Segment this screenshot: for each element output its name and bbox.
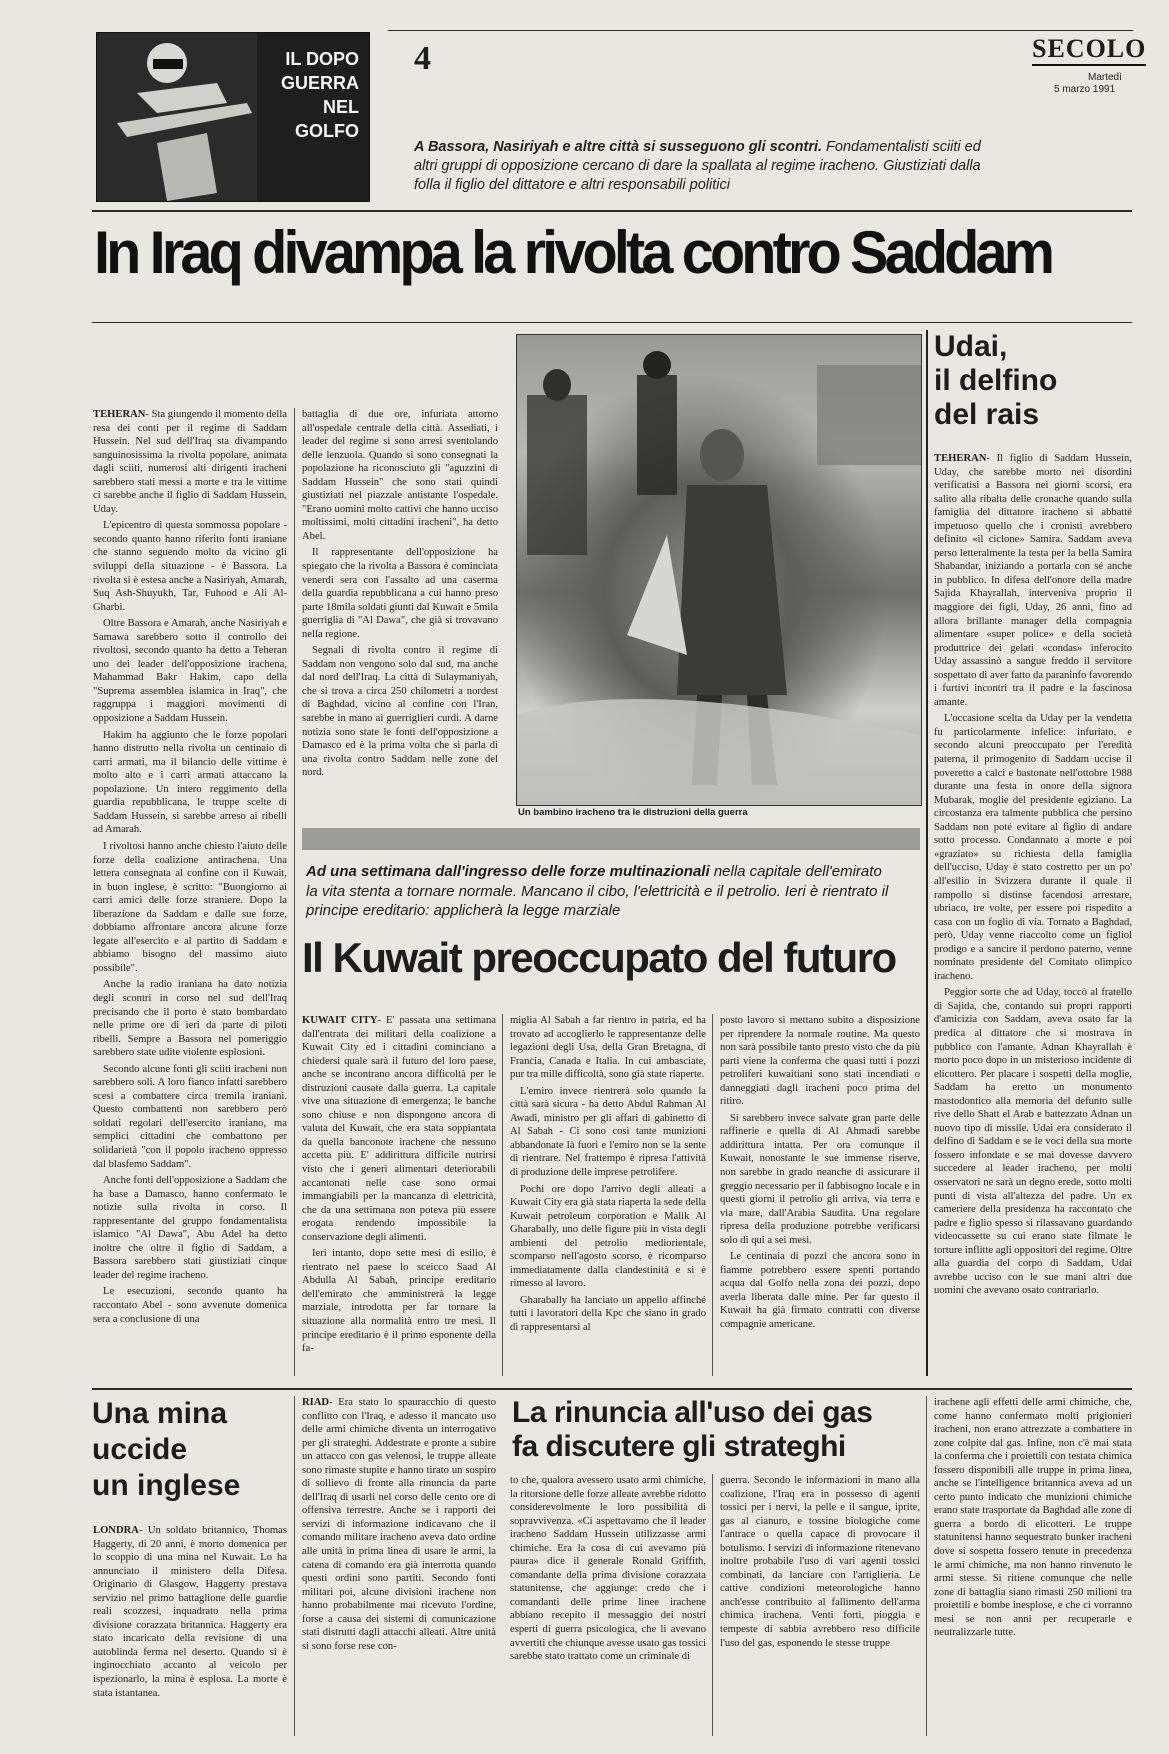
main-col1-p3: Hakim ha aggiunto che le forze popolari hanno distrutto nella rivolta un centinaio di carri armati, ma il bilancio delle vittime è molto alto e i carri armati attaccano la popolazione. Un intero reggimento della guardia repubblicana, le truppe scelte di Saddam Hussein, si sarebbe arreso ai ribelli ad Amarah. <box>93 729 287 836</box>
kuwait-col1-p0: - E' passata una settimana dall'entrata dei militari della coalizione a Kuwait City ed i cittadini cominciano a chiedersi quale sarà il futuro del loro paese, anche se incontrano ancora difficoltà per le distruzioni causate dalla guerra. La capitale vive una situazione di emergenza; le banche sono chiuse e non dispongono ancora di valuta del Kuwait, che era stata soppiantata da quella banconote irachene che nessuno accetta più. E' addirittura difficile nutrirsi visto che i generi alimentari deteriorabili accantonati nelle case sono ormai immangiabili per la mancanza di elettricità, che da una settimana non poteva più essere erogata rendendo impossibile la conservazione degli alimenti. <box>302 1015 496 1243</box>
udai-headline <box>934 330 1057 432</box>
main-col2-p1: Il rappresentante dell'opposizione ha spiegato che la rivolta a Bassora è cominciata venerdì sera con l'assalto ad una caserma della guardia repubblicana a cui hanno preso parte 18mila soldati giunti dal Kuwait e 5mila guerriglia di "Al Dawa", che già si trovavano nella regione. <box>302 547 498 640</box>
gas-col2-text: to che, qualora avessero usato armi chimiche, la ritorsione delle forze alleate avrebbe ridotto considerevolmente le loro possibilità di sopravvivenza. «Ci aspettavamo che il leader iracheno Saddam Hussein utilizzasse armi chimiche. Era la cosa di cui avevamo più paura» dice il generale Ronald Griffith, comandante della prima divisione corazzata statunitense, che aggiunge: credo che i comandanti delle prime linee irachene abbiano recepito il messaggio dei nostri esperti di guerra psicologica, che li avevano avvertiti che chiunque avesse usato gas tossici sarebbe stato trattato come un criminale di <box>510 1475 706 1663</box>
main-col1-p1: L'epicentro di questa sommossa popolare - secondo quanto hanno riferito fonti iraniane che stanno seguendo molto da vicino gli sviluppi della situazione - è Bassora. La rivolta si è estesa anche a Nasiriyah, Amarah, Suq Ash-Shuyukh, Tar, Fuhood e Ali Al-Gharbi. <box>93 520 287 613</box>
kuwait-col3-p2: Le centinaia di pozzi che ancora sono in fiamme potrebbero essere spenti portando acqua dal Golfo nella zona dei pozzi, dopo averla liberata dalle mine. Per far questo il Kuwait ha già firmato contratti con diverse compagnie americane. <box>720 1251 920 1331</box>
section-title-line3: GOLFO <box>295 121 359 141</box>
udai-headline-line2: il delfino <box>934 364 1058 397</box>
war-photo <box>516 334 922 806</box>
kuwait-dateline: KUWAIT CITY <box>302 1015 378 1026</box>
main-dateline: TEHERAN <box>93 409 146 420</box>
date: 5 marzo 1991 <box>1054 84 1116 95</box>
kuwait-col-3 <box>720 1014 920 1376</box>
main-col1-p5: Anche la radio iraniana ha dato notizia degli scontri in corso nel sud dell'Iraq precisando che il porto è stato bombardato nelle prime ore di ieri da parte di piloti ribelli. Sempre a Bassora nel pomeriggio sarebbero state udite violente esplosioni. <box>93 979 287 1059</box>
main-col1-p0: - Sta giungendo il momento della resa dei conti per il regime di Saddam Hussein. Nel sud dell'Iraq sta divampando sanguinosissima la rivolta popolare, animata dagli sciiti, numerosi alti dirigenti iracheni sarebbero stati messi a morte e tra le vittime ci sarebbe anche il figlio di Saddam Hussein, Uday. <box>93 409 287 515</box>
udai-p1: L'occasione scelta da Uday per la vendetta fu particolarmente infelice: infuriato, e secondo alcuni preoccupato per l'eredità paterna, il primogenito di Saddam uccise il poveretto a calci e bastonate nell'ottobre 1988 durante una festa in onore della signora Mubarak, moglie del presidente egiziano. La circostanza era talmente pubblica che persino Saddam non poté evitare al figlio di andare sotto processo. Condannato a morte e poi «graziato» su richiesta della famiglia dell'ucciso, Uday è stato costretto per un po' all'esilio in Svizzera durante il quale il rampollo si distinse facendosi arrestare, ubriaco, tre volte, per essere poi rispedito a casa con un foglio di via. Tornato a Baghdad, però, Uday venne riaccolto come un figliol prodigo e a sancire il perdono paterno, venne nominato presidente del Comitato olimpico iracheno. <box>934 713 1132 982</box>
kuwait-col3-p0: posto lavoro si mettano subito a disposizione per riprendere la normale routine. Ma questo non sarà possibile tanto presto visto che da più parti viene la conferma che quasi tutti i pozzi petroliferi kuwaitiani sono stati incendiati o danneggiati dagli iracheni poco prima del ritiro. <box>720 1015 920 1108</box>
col-divider <box>294 408 295 1376</box>
gas-col4-text: irachene agli effetti delle armi chimiche, che, come hanno confermato molti prigionieri iracheni, non erano attrezzate a combattere in zone colpite dal gas. Infine, non c'è mai stata la conferma che i proiettili con testata chimica fossero disponibili alle truppe in prima linea, anche se l'intelligence britannica aveva ad un certo punto indicato che munizioni chimiche erano state trasportate da Baghdad alle zone di guerra a bordo di elicotteri. Le truppe statunitensi hanno sequestrato bunker iracheni dove si sospetta fossero tenute in precedenza le armi chimiche, ma non hanno rinvenuto le armi stesse. Si ritiene comunque che nelle zone di battaglia siano rimasti 250 milioni tra proiettili e bombe inesplose, e che ci vorranno mesi se non anni per recuperarle e neutralizzarle tutte. <box>934 1397 1132 1639</box>
gas-col-4 <box>934 1396 1132 1736</box>
main-col1-p6: Secondo alcune fonti gli sciiti iracheni non sarebbero soli. A loro fianco infatti sarebbero scesi a combattere circa tremila iraniani. Questo combattenti non sarebbero però soldati regolari dell'esercito iraniano, ma semplici cittadini che combattono per solidarietà "con il popolo iracheno oppresso dal blasfemo Saddam". <box>93 1063 287 1170</box>
masthead-rule <box>388 30 1133 31</box>
main-col-1 <box>93 408 287 1376</box>
main-col2-p0: battaglia di due ore, infuriata attorno all'ospedale centrale della città. Assediati, i leader del regime si sono arresi sventolando delle lenzuola. Quando si sono consegnati la popolazione ha riconosciuto gli "aguzzini di Saddam Hussein" che sono stati quindi giustiziati nel piazzale antistante l'ospedale. "Erano uomini molto cattivi che hanno ucciso moltissimi, molti cittadini iracheni", ha detto Abel. <box>302 409 498 542</box>
mina-headline <box>92 1396 240 1504</box>
main-col1-p8: Le esecuzioni, secondo quanto ha raccontato Abel - sono avvenute domenica sera a conclusione di una <box>93 1286 287 1325</box>
main-kicker <box>414 138 1004 195</box>
photo-figures-icon <box>517 335 921 805</box>
section-logo-box <box>96 32 370 202</box>
kuwait-col2-p2: Pochi ore dopo l'arrivo degli alleati a Kuwait City era già stata riaperta la sede della Kuwait petroleum corporation e Malik Al Gharabally, uno delle figure più in vista degli ambienti del petrolio mediorientale, scomparso nell'agosto scorso, è ricomparso immediatamente dalla clandestinità e si è rimesso al lavoro. <box>510 1183 706 1290</box>
kuwait-col1-p1: Ieri intanto, dopo sette mesi di esilio, è rientrato nel paese lo sceicco Saad Al Abdulla Al Sabah, principe ereditario dell'emirato che amministrerà la legge marziale, introdotta per far tornare la situazione alla normalità entro tre mesi. Il principe ereditario è il primo esponente della fa- <box>302 1248 496 1355</box>
kuwait-col-2 <box>510 1014 706 1376</box>
shaded-band <box>302 828 920 850</box>
gas-col3-text: guerra. Secondo le informazioni in mano alla coalizione, l'Iraq era in possesso di agenti tossici per i nervi, la pelle e il sangue, iprite, gas al cianuro, e tossine biologiche come l'antrace o quella capace di provocare il botulismo. I servizi di informazione ritenevano inoltre probabile l'uso di vari agenti tossici combinati, da lanciare con l'artiglieria. Le cattive condizioni meteorologiche hanno anch'esse contribuito al fallimento dell'arma chimica irachena. Venti forti, pioggia e tempeste di sabbia avrebbero reso difficile l'uso del gas, esponendo le stesse truppe <box>720 1475 920 1649</box>
headline-top-rule <box>92 210 1132 212</box>
kuwait-headline: Il Kuwait preoccupato del futuro <box>302 934 896 981</box>
mina-headline-line1: Una mina <box>92 1397 228 1430</box>
gas-col-3 <box>720 1474 920 1736</box>
udai-headline-line1: Udai, <box>934 330 1008 363</box>
main-kicker-bold: A Bassora, Nasiriyah e altre città si susseguono gli scontri. <box>414 139 823 155</box>
main-col1-p7: Anche fonti dell'opposizione a Saddam che ha base a Damasco, hanno confermato le notizie sulla rivolta in corso. Il rappresentante del gruppo fondamentalista islamico "Al Dawa", Abu Adel ha detto inoltre che oltre il figlio di Saddam, a Bassora sarebbero stati giustiziati cinque leader del regime iracheno. <box>93 1175 287 1281</box>
kuwait-col2-p1: L'emiro invece rientrerà solo quando la città sarà sicura - ha detto Abdul Rahman Al Awadi, ministro per gli affari di gabinetto di Al Sabah - Ci sono così tante munizioni abbandonate là fuori e l'emiro non se la sente di rientrare. Nel frattempo è ripresa l'attività di produzione delle imprese petrolifere. <box>510 1085 706 1179</box>
gas-headline-line2: fa discutere gli strateghi <box>512 1430 846 1463</box>
section-title-line1: IL DOPO GUERRA <box>280 49 359 93</box>
main-col1-p2: Oltre Bassora e Amarah, anche Nasiriyah e Samawa sarebbero sotto il controllo dei rivoltosi, secondo quanto ha detto a Teheran uno dei leader dell'opposizione irachena, Mahammad Bakr Hakim, capo della "Suprema assemblea islamica in Iraq", che raggruppa i maggiori movimenti di opposizione a Saddam Hussein. <box>93 618 287 725</box>
mina-column <box>93 1524 287 1734</box>
udai-column <box>934 452 1132 1376</box>
kuwait-col2-p3: Gharabally ha lanciato un appello affinché tutti i lavoratori della Kpc che siano in grado di rappresentarsi al <box>510 1294 706 1334</box>
photo-caption: Un bambino iracheno tra le distruzioni della guerra <box>518 807 748 818</box>
mina-headline-line2: uccide <box>92 1433 188 1466</box>
headline-bottom-rule <box>92 322 1132 323</box>
bottom-section-rule <box>92 1388 1132 1390</box>
section-title-line2: NEL <box>323 97 359 117</box>
kuwait-col-1 <box>302 1014 496 1376</box>
gas-dateline: RIAD <box>302 1397 330 1408</box>
section-title <box>217 47 359 143</box>
udai-dateline: TEHERAN <box>934 453 987 464</box>
mina-dateline: LONDRA <box>93 1525 139 1536</box>
gas-headline <box>512 1396 932 1464</box>
main-headline: In Iraq divampa la rivolta contro Saddam <box>94 219 1052 286</box>
gas-col1-text: - Era stato lo spauracchio di questo conflitto con l'Iraq, e adesso il mancato uso delle armi chimiche diventa un interrogativo per gli strateghi. Addestrate e pronte a subire un attacco con gas velenosi, le truppe alleate sono rimaste stupite e hanno tirato un sospiro di sollievo di fronte alla rinuncia da parte dell'Iraq di usarli nel corso delle cento ore di offensiva terrestre. Anche se i rapporti dei servizi di informazione indicavano che il comando militare iracheno aveva dato ordine alle unità in prima linea di usare le armi, la catena di comando era già interrotta quando questi ordini sono partiti. Secondo fonti militari poi, alcune divisioni irachene non hanno probabilmente mai ricevuto l'ordine, forse a causa dei sistemi di comunicazione stati distrutti dagli attacchi alleati. Altre unità si sono forse rese con- <box>302 1397 496 1652</box>
col-divider <box>926 1396 927 1736</box>
paper-name: SECOLO <box>1032 34 1146 66</box>
kuwait-kicker-bold: Ad una settimana dall'ingresso delle forze multinazionali <box>306 863 710 880</box>
main-kicker-rest: Fondamentalisti sciiti ed altri gruppi di opposizione cercano di dare la spallata al regime iracheno. Giustiziati dalla folla il figlio del dittatore e altri responsabili politici <box>414 139 981 193</box>
col-divider <box>712 1474 713 1736</box>
main-col1-p4: I rivoltosi hanno anche chiesto l'aiuto delle forze della coalizione antirachena. Una lettera consegnata al confine con il Kuwait, in buon inglese, è scritto: "Buongiorno ai carri amici delle forze straniere. Dopo la liberazione da Saddam e dalle sue forze, dobbiamo affrontare ancora alcune forze legate all'esercito e al partito di Saddam e abbiamo bisogno del massimo aiuto possibile". <box>93 840 287 974</box>
sidebar-divider <box>926 330 928 1376</box>
main-col2-p2: Segnali di rivolta contro il regime di Saddam non vengono solo dal sud, ma anche dal nord dell'Iraq. La città di Sulaymaniyah, che si trova a circa 250 chilometri a nordest di Baghdad, vicino al confine con l'Iran, sarebbe in mano ai guerriglieri curdi. A darne notizia sono state le fonti dell'opposizione a Damasco ed è la prima volta che si parla di una rivolta contro Saddam nelle zone del nord. <box>302 645 498 779</box>
page-number: 4 <box>414 40 431 77</box>
col-divider <box>712 1014 713 1376</box>
udai-p2: Peggior sorte che ad Uday, toccò al fratello di Sajida, che, contando sui propri rapporti d'amicizia con Saddam, aveva osato far la predica al dittatore che si mostrava in pubblico con l'amante. Adnan Khayrallah è morto poco dopo in un misterioso incidente di elicottero. Per placare i sospetti della moglie, Saddam ha eretto un monumento mastodontico alla memoria del defunto sulle rive dello Shatt el Arab e battezzato Adnan un nuovo tipo di missile. Udai era considerato il delfino di Saddam e se le voci della sua morte fossero infondate e se mai dovesse davvero succedere al leader iracheno, per molti osservatori ne sarà un degno erede, sotto molti punti di vista all'altezza del padre. Un ex cameriere della presidenza ha raccontato che padre e figlio spesso si rilassavano guardando videocassette su cui erano state filmate le torture inflitte agli oppositori del regime. Oltre alla guardia del corpo di Saddam, Udai avrebbe ucciso con le sue mani altri due uomini che avevano osato contrariarlo. <box>934 987 1132 1297</box>
mina-headline-line3: un inglese <box>92 1469 241 1502</box>
udai-headline-line3: del rais <box>934 398 1040 431</box>
col-divider <box>294 1396 295 1736</box>
udai-p0: - Il figlio di Saddam Hussein, Uday, che sarebbe morto nei disordini verificatisi a Bassora nei giorni scorsi, era salito alla ribalta delle cronache quando sulla famiglia del dittatore iracheno si abbatté impetuoso quello che i cronisti avrebbero definito «il ciclone» Samira. Saddam aveva perso letteralmente la testa per la bella Samira Shabandar, iniziando a portarla con sé anche in pubblico. In difesa dell'onore della madre Sajida Khayrallah, interveniva proprio il maggiore dei figli, Uday, 26 anni, fino ad allora brillante manager della compagnia alimentare «super police» e della società produttrice dei gelati «condas» inferocito Uday assassinò a sangue freddo il servitore sospettato di aver fatto da paraninfo favorendo i furtivi incontri tra il padre e la fascinosa amante. <box>934 453 1132 708</box>
col-divider <box>502 1014 503 1376</box>
gas-col-2 <box>510 1474 706 1736</box>
kuwait-kicker-rest: nella capitale dell'emirato la vita stenta a tornare normale. Mancano il cibo, l'elettricità e il petrolio. Ieri è rientrato il principe ereditario: applicherà la legge marziale <box>306 863 889 919</box>
kuwait-col2-p0: miglia Al Sabah a far rientro in patria, ed ha trovato ad accoglierlo le rappresentanze delle legazioni degli Usa, della Gran Bretagna, di Francia, Canada e Italia. In cui ambasciate, pur tra mille difficoltà, sono già state riaperte. <box>510 1015 706 1081</box>
kuwait-kicker <box>306 862 896 921</box>
mina-text: - Un soldato britannico, Thomas Haggerty, di 20 anni, è morto domenica per lo scoppio di una mina nel Kuwait. Lo ha annunciato il ministero della Difesa. Originario di Glasgow, Haggerty prestava servizio nel primo battaglione delle guardie reali scozzesi, inquadrato nella prima divisione corazzata britannica. Haggerty era stato incaricato della revisione di una autoblinda ferma nel deserto. Quando si è inginocchiato accanto al veicolo per ispezionarlo, la mina è esplosa. La morte è stata istantanea. <box>93 1525 287 1699</box>
weekday: Martedì <box>1088 72 1122 83</box>
main-col-2 <box>302 408 498 820</box>
gas-headline-line1: La rinuncia all'uso dei gas <box>512 1396 873 1429</box>
kuwait-col3-p1: Si sarebbero invece salvate gran parte delle raffinerie e quella di Al Ahmadi sarebbe addirittura intatta. Per ora comunque il Kuwait, nonostante le sue immense riserve, non sarebbe in grado neanche di assicurare il greggio necessario per il fabbisogno locale e in questi giorni il petrolio gli arriva, via terra e via mare, dall'Arabia Saudita. Una regolare ripresa della produzione potrebbe verificarsi solo di qui a sei mesi. <box>720 1112 920 1246</box>
gas-col-1 <box>302 1396 496 1736</box>
